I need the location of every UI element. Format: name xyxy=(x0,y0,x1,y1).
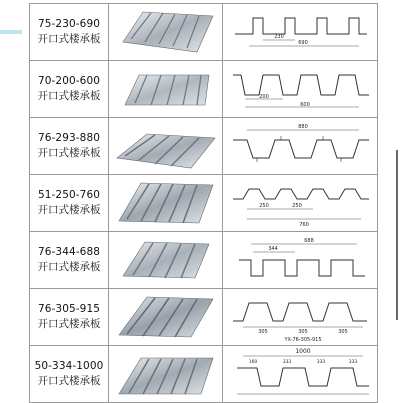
profile-diagram xyxy=(223,4,378,61)
profile-drawing xyxy=(223,232,377,288)
model-code: 75-230-690 xyxy=(37,18,101,30)
model-name: 开口式楼承板 xyxy=(37,33,101,45)
table-row xyxy=(30,289,378,346)
model-code: 50-334-1000 xyxy=(34,360,104,372)
dim-label: 760 xyxy=(299,222,309,228)
dim-label: 160 xyxy=(248,360,258,365)
deck-photo xyxy=(109,175,223,232)
dim-label: 600 xyxy=(300,102,310,108)
table-row xyxy=(30,61,378,118)
profile-drawing xyxy=(223,118,377,174)
model-code: 76-305-915 xyxy=(37,303,101,315)
model-code: 76-344-688 xyxy=(37,246,101,258)
dim-label: 1000 xyxy=(295,348,311,355)
table-row xyxy=(30,346,378,403)
model-code: 70-200-600 xyxy=(37,75,101,87)
dim-label: 230 xyxy=(274,34,284,40)
deck-photo xyxy=(109,4,223,61)
accent-bar xyxy=(0,30,22,34)
profile-diagram xyxy=(223,61,378,118)
dim-label: 250 xyxy=(292,203,302,209)
profile-diagram xyxy=(223,232,378,289)
model-cell xyxy=(30,118,109,175)
dim-label: 333 xyxy=(282,360,292,365)
table-row xyxy=(30,4,378,61)
deck-photo-image xyxy=(109,118,222,174)
deck-photo xyxy=(109,232,223,289)
model-cell xyxy=(30,175,109,232)
dim-label: 305 xyxy=(258,329,268,335)
deck-photo xyxy=(109,118,223,175)
dim-label: 333 xyxy=(316,360,326,365)
table-row xyxy=(30,118,378,175)
profile-drawing xyxy=(223,346,377,402)
deck-photo xyxy=(109,289,223,346)
drawing-caption: YX-76-305-915 xyxy=(284,337,322,343)
deck-photo-image xyxy=(109,175,222,231)
dim-label: 305 xyxy=(338,329,348,335)
model-name: 开口式楼承板 xyxy=(37,204,101,216)
dim-label: 333 xyxy=(348,360,358,365)
deck-photo-image xyxy=(109,4,222,60)
deck-photo-image xyxy=(109,61,222,117)
deck-photo-image xyxy=(109,232,222,288)
table-row xyxy=(30,232,378,289)
dim-label: 688 xyxy=(304,238,314,244)
model-name: 开口式楼承板 xyxy=(37,147,101,159)
profile-diagram xyxy=(223,175,378,232)
profile-drawing xyxy=(223,61,377,117)
model-cell xyxy=(30,346,109,403)
model-cell xyxy=(30,61,109,118)
profile-drawing xyxy=(223,289,377,345)
table-row xyxy=(30,175,378,232)
dim-label: 690 xyxy=(298,40,308,46)
dim-label: 250 xyxy=(259,203,269,209)
dim-label: 880 xyxy=(298,124,308,130)
model-name: 开口式楼承板 xyxy=(37,318,101,330)
model-name: 开口式楼承板 xyxy=(37,261,101,273)
model-name: 开口式楼承板 xyxy=(37,90,101,102)
dim-label: 305 xyxy=(298,329,308,335)
model-code: 51-250-760 xyxy=(37,189,101,201)
deck-photo-image xyxy=(109,289,222,345)
model-code: 76-293-880 xyxy=(37,132,101,144)
model-cell xyxy=(30,289,109,346)
model-name: 开口式楼承板 xyxy=(37,375,101,387)
profile-drawing xyxy=(223,4,377,60)
profile-diagram xyxy=(223,289,378,346)
model-cell xyxy=(30,232,109,289)
profile-diagram xyxy=(223,346,378,403)
scroll-edge-line xyxy=(396,150,398,320)
deck-spec-table xyxy=(29,3,378,403)
dim-label: 200 xyxy=(259,94,269,100)
model-cell xyxy=(30,4,109,61)
profile-diagram xyxy=(223,118,378,175)
profile-drawing xyxy=(223,175,377,231)
deck-photo xyxy=(109,346,223,403)
deck-photo xyxy=(109,61,223,118)
dim-label: 344 xyxy=(268,246,278,252)
deck-photo-image xyxy=(109,346,222,402)
